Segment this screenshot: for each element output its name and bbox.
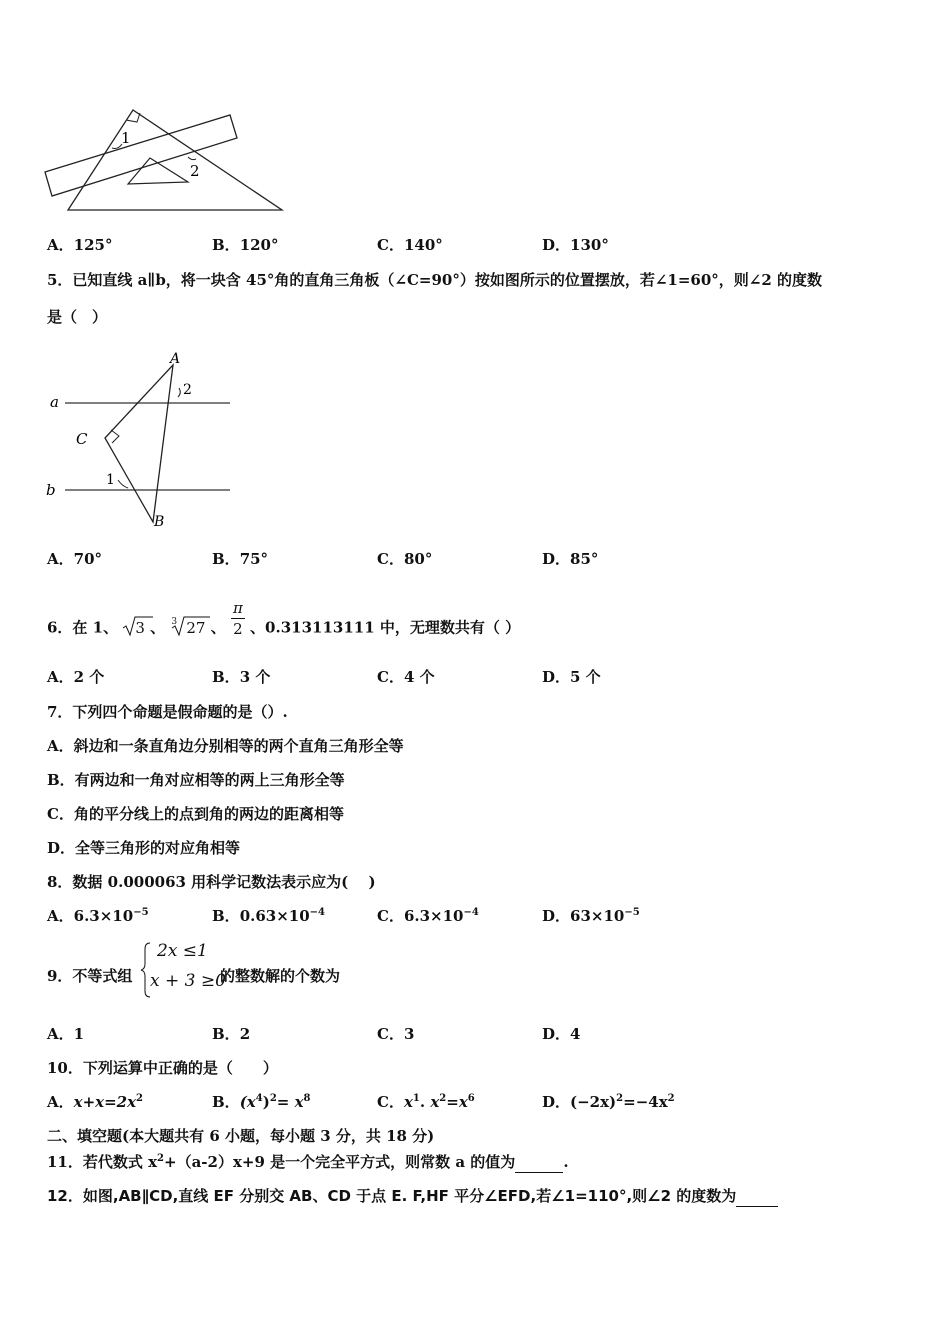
q8-option-a[interactable]: A．$6.3\times 10^{-5}$ [47, 907, 149, 925]
q5-option-a[interactable]: A．70° [47, 550, 103, 568]
q12-answer-blank[interactable] [736, 1186, 778, 1207]
q10-option-a[interactable]: A．$x+x=2x^2$ [47, 1093, 144, 1111]
q4-figure [40, 100, 290, 220]
q6-stem: 6．在 1、 3 、 3 27 、 $\frac{\pi}{2}$ 、0.313113111 中，无理数共有（ ） [47, 599, 521, 638]
q8-option-d[interactable]: D．$63\times 10^{-5}$ [542, 907, 640, 925]
q10-option-c[interactable]: C．$x^1$. $x^2=x^6$ [377, 1093, 475, 1111]
q4-option-d[interactable]: D．130° [542, 236, 609, 254]
q9-option-b[interactable]: B．2 [212, 1025, 251, 1043]
q6-option-d[interactable]: D．5 个 [542, 668, 601, 686]
q4-option-a[interactable]: A．125° [47, 236, 113, 254]
q8-stem: 8．数据 0.000063 用科学记数法表示应为( ) [47, 873, 376, 891]
q5-option-b[interactable]: B．75° [212, 550, 269, 568]
q5-angle-2-label: 2 [183, 382, 192, 398]
q11-stem: 11．若代数式 $x^2+(a-2)x+9$ 是一个完全平方式，则常数 a 的值为 . [47, 1153, 569, 1171]
q5-angle-1-label: 1 [106, 472, 115, 488]
q11-answer-blank[interactable] [515, 1152, 563, 1173]
q7-stem: 7．下列四个命题是假命题的是（）. [47, 703, 288, 721]
q6-sqrt3-radicand: 3 [135, 618, 145, 637]
q9-option-c[interactable]: C．3 [377, 1025, 415, 1043]
q6-option-b[interactable]: B．3 个 [212, 668, 271, 686]
q9-option-d[interactable]: D．4 [542, 1025, 581, 1043]
q4-angle-1-label: 1 [121, 129, 131, 147]
q4-option-b[interactable]: B．120° [212, 236, 279, 254]
q6-cbrt-radicand: 27 [186, 618, 206, 637]
q5-vertex-b-label: B [154, 514, 165, 530]
q5-option-c[interactable]: C．80° [377, 550, 433, 568]
q7-option-b[interactable]: B．有两边和一角对应相等的两上三角形全等 [47, 771, 345, 789]
q5-vertex-c-label: C [76, 430, 88, 448]
q4-angle-2-label: 2 [190, 162, 200, 180]
q9-inequality-2: x + 3 ≥0 [150, 971, 226, 991]
q12-stem: 12．如图,AB∥CD,直线 EF 分别交 AB、CD 于点 E. F,HF 平分∠EFD,若∠1=110°,则∠2 的度数为 [47, 1186, 778, 1207]
sqrt-sign-icon [123, 616, 153, 638]
q5-stem-line2: 是（ ） [47, 308, 108, 326]
q7-option-c[interactable]: C．角的平分线上的点到角的两边的距离相等 [47, 805, 344, 823]
cbrt-sign-icon [170, 616, 210, 638]
q4-option-c[interactable]: C．140° [377, 236, 443, 254]
q9-inequality-1: 2x ≤1 [157, 941, 208, 961]
q10-stem: 10．下列运算中正确的是（ ） [47, 1059, 278, 1077]
q7-option-a[interactable]: A．斜边和一条直角边分别相等的两个直角三角形全等 [47, 737, 404, 755]
q6-option-c[interactable]: C．4 个 [377, 668, 435, 686]
q8-option-c[interactable]: C．$6.3\times 10^{-4}$ [377, 907, 479, 925]
q6-pi-over-2: $\frac{\pi}{2}$ [232, 599, 243, 638]
q5-option-d[interactable]: D．85° [542, 550, 599, 568]
q5-vertex-a-label: A [170, 351, 181, 367]
q8-option-b[interactable]: B．$0.63\times 10^{-4}$ [212, 907, 326, 925]
q9-option-a[interactable]: A．1 [47, 1025, 85, 1043]
q9-suffix: 的整数解的个数为 [220, 967, 341, 985]
q9-prefix: 9．不等式组 [47, 967, 133, 985]
q10-option-d[interactable]: D．$(-2x)^2=-4x^2$ [542, 1093, 675, 1111]
q7-option-d[interactable]: D．全等三角形的对应角相等 [47, 839, 241, 857]
section-2-heading: 二、填空题(本大题共有 6 小题，每小题 3 分，共 18 分) [47, 1127, 435, 1145]
q6-cbrt-index: 3 [171, 616, 178, 627]
q5-figure [40, 350, 240, 535]
q5-line-b-label: b [46, 481, 56, 499]
q5-stem-line1: 5．已知直线 a∥b，将一块含 45°角的直角三角板（∠C=90°）按如图所示的位置摆放，若∠1=60°，则∠2 的度数 [47, 271, 823, 289]
q10-option-b[interactable]: B．$(x^4)^2= x^8$ [212, 1093, 311, 1111]
q6-option-a[interactable]: A．2 个 [47, 668, 105, 686]
q5-line-a-label: a [50, 393, 59, 411]
